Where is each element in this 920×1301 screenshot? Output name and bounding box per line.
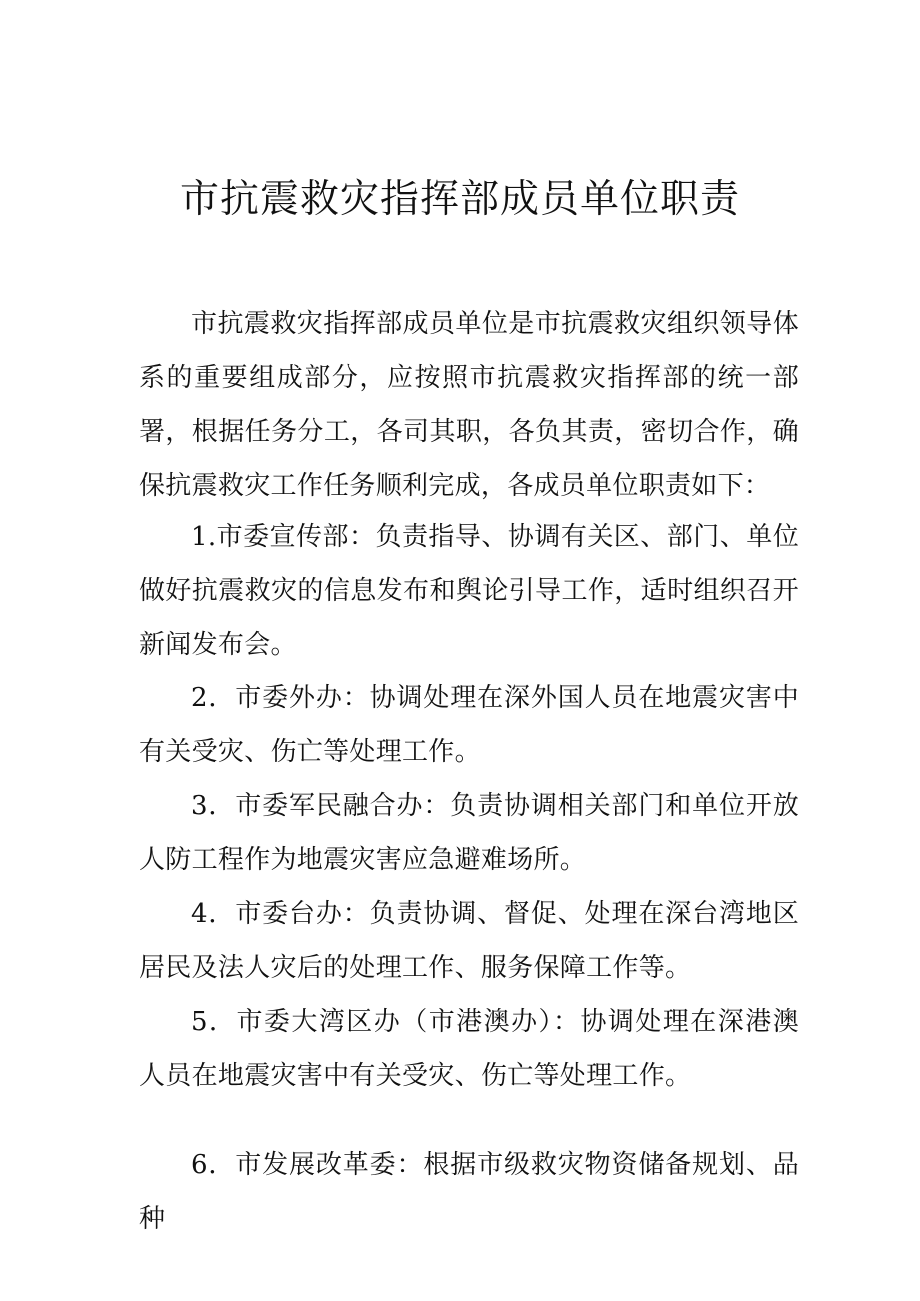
duty-item-6: 6．市发展改革委：根据市级救灾物资储备规划、品种 xyxy=(139,1150,799,1234)
duty-item-3: 3．市委军民融合办：负责协调相关部门和单位开放人防工程作为地震灾害应急避难场所。 xyxy=(139,791,799,875)
intro-paragraph: 市抗震救灾指挥部成员单位是市抗震救灾组织领导体系的重要组成部分，应按照市抗震救灾指挥部的统一部署，根据任务分工，各司其职，各负其责，密切合作，确保抗震救灾工作任务顺利完成，各成员单位职责如下： xyxy=(139,309,799,501)
duty-item-1: 1.市委宣传部：负责指导、协调有关区、部门、单位做好抗震救灾的信息发布和舆论引导工作，适时组织召开新闻发布会。 xyxy=(139,522,799,660)
document-title: 市抗震救灾指挥部成员单位职责 xyxy=(179,177,740,222)
duty-item-5: 5．市委大湾区办（市港澳办）：协调处理在深港澳人员在地震灾害中有关受灾、伤亡等处理工作。 xyxy=(139,1007,799,1091)
duty-item-4: 4．市委台办：负责协调、督促、处理在深台湾地区居民及法人灾后的处理工作、服务保障工作等。 xyxy=(139,899,799,983)
duty-item-2: 2．市委外办：协调处理在深外国人员在地震灾害中有关受灾、伤亡等处理工作。 xyxy=(139,683,799,767)
